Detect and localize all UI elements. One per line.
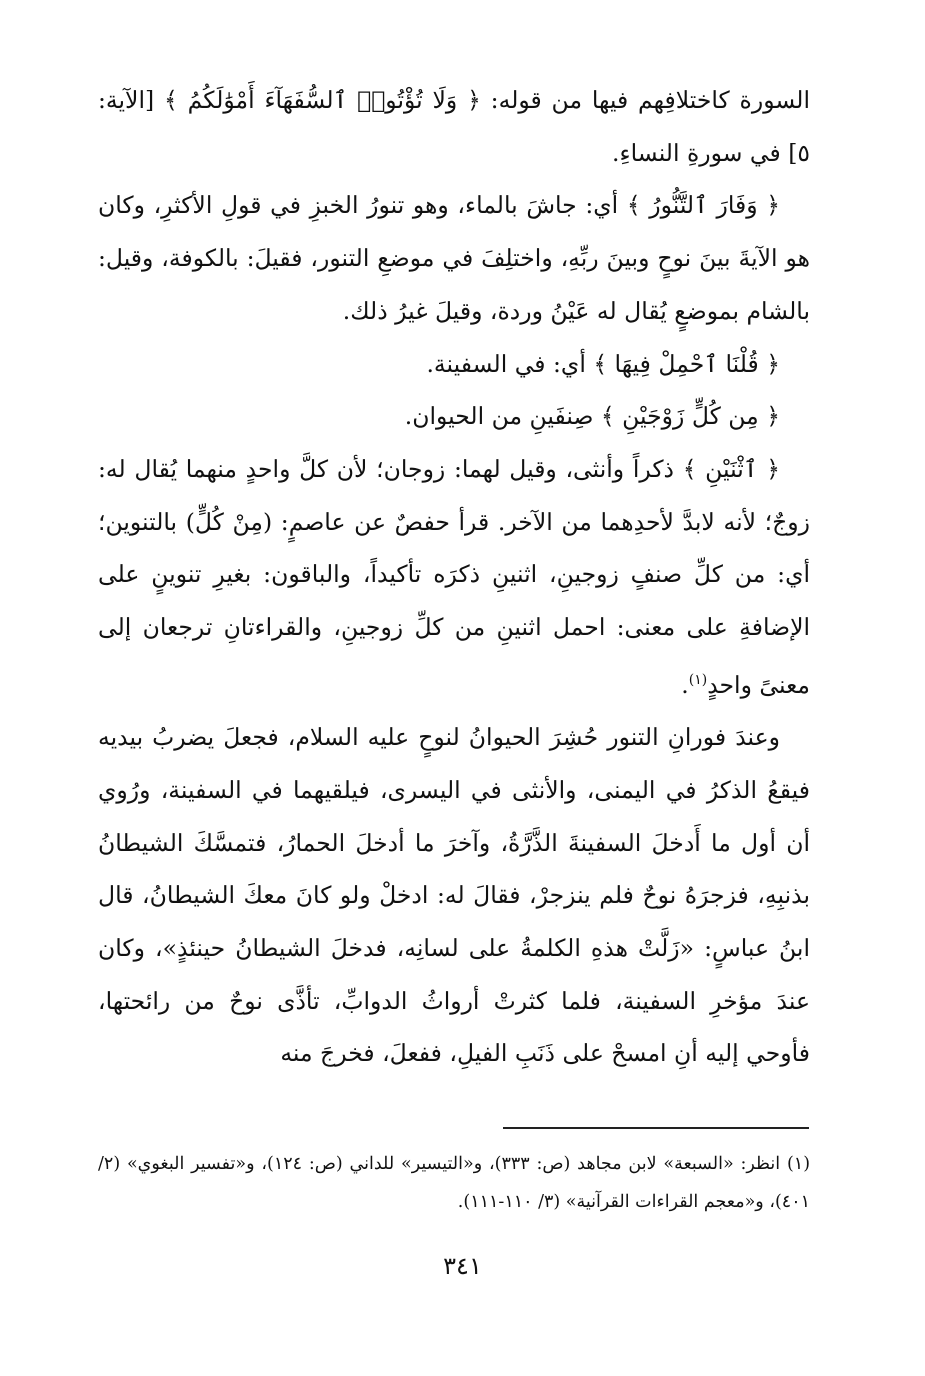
footnotes — [98, 1145, 810, 1221]
paragraph-4: ﴿ مِن كُلٍّ زَوْجَيْنِ ﴾ صِنفَينِ من الحيوان. — [404, 402, 780, 431]
paragraph-5-text: ﴿ ٱثْنَيْنِ ﴾ ذكراً وأنثى، وقيل لهما: زوجان؛ لأن كلَّ واحدٍ منهما يُقال له: زوجٌ؛ لأنه لابدَّ لأحدِهما من الآخر. قرأ حفصٌ عن عاصمٍ: (مِنْ كُلٍّ) بالتنوين؛ أي: من كلِّ صنفٍ زوجينِ، اثنينِ ذكرَه تأكيداً، والباقون: بغيرِ تنوينٍ على الإضافةِ على معنى: احمل اثنينِ من كلِّ زوجينِ، والقراءتانِ ترجعان إلى معنىً واحدٍ — [98, 454, 810, 699]
paragraph-2: ﴿ وَفَارَ ٱلتَّنُّورُ ﴾ أي: جاشَ بالماء، وهو تنورُ الخبزِ في قولِ الأكثرِ، وكان هو الآيةَ بينَ نوحٍ وبينَ ربِّهِ، واختلِفَ في موضعِ التنور، فقيلَ: بالكوفة، وقيل: بالشام بموضعٍ يُقال له عَيْنُ وردة، وقيلَ غيرُ ذلك. — [98, 191, 810, 325]
footnote-separator — [503, 1127, 809, 1129]
main-text — [98, 74, 810, 1080]
paragraph-3: ﴿ قُلْنَا ٱحْمِلْ فِيهَا ﴾ أي: في السفينة. — [426, 349, 780, 378]
paragraph-6: وعندَ فورانِ التنور حُشِرَ الحيوانُ لنوحٍ عليه السلام، فجعلَ يضربُ بيديه فيقعُ الذكرُ في اليمنى، والأنثى في اليسرى، فيلقيهما في السفينة، ورُوي أن أول ما أَدخلَ السفينةَ الذَّرَّةُ، وآخرَ ما أدخلَ الحمارُ، فتمسَّكَ الشيطانُ بذنبِهِ، فزجرَهُ نوحٌ فلم ينزجرْ، فقالَ له: ادخلْ ولو كانَ معكَ الشيطانُ، قال ابنُ عباسٍ: «زَلَّتْ هذهِ الكلمةُ على لسانِه، فدخلَ الشيطانُ حينئذٍ»، وكان عندَ مؤخرِ السفينة، فلما كثرتْ أرواثُ الدوابِّ، تأذَّى نوحٌ من رائحتها، فأوحي إليه أنِ امسحْ على ذَنَبِ الفيلِ، ففعلَ، فخرجَ منه — [98, 723, 810, 1068]
footnote-1: (١) انظر: «السبعة» لابن مجاهد (ص: ٣٣٣)، و«التيسير» للداني (ص: ١٢٤)، و«تفسير البغوي» (٢/ ٤٠١)، و«معجم القراءات القرآنية» (٣/ ١١٠-١١١). — [98, 1154, 811, 1212]
paragraph-1: السورة كاختلافِهم فيها من قوله: ﴿ وَلَا تُؤْتُوا۟ ٱلسُّفَهَآءَ أَمْوَٰلَكُمُ ﴾ [الآية: ٥] في سورةِ النساءِ. — [98, 86, 810, 167]
footnote-ref-1[interactable]: (١) — [688, 671, 708, 688]
paragraph-5 — [98, 443, 810, 711]
page-number: ٣٤١ — [443, 1252, 482, 1280]
paragraph-5-end: . — [681, 670, 689, 699]
